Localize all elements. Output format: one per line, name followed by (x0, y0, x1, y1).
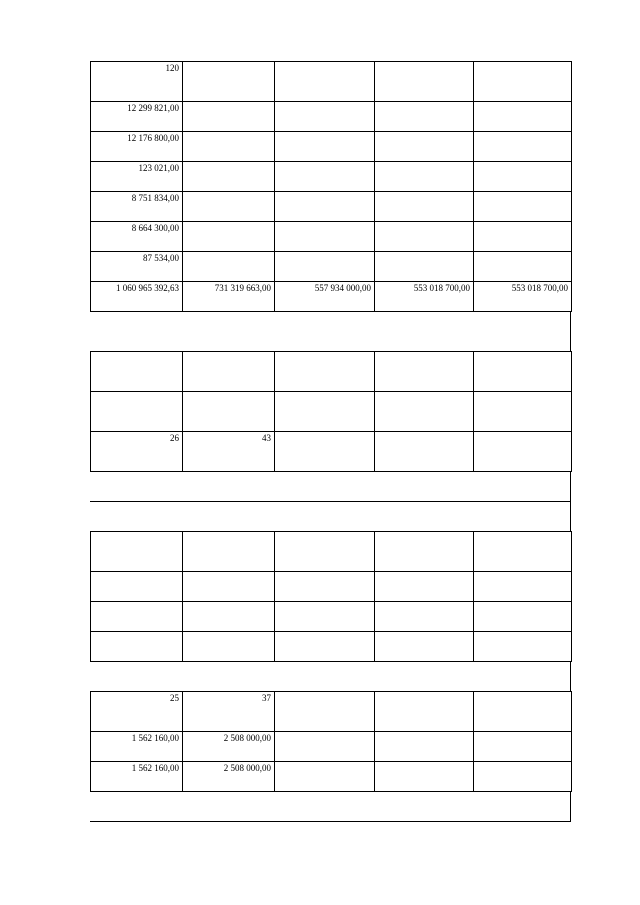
table-cell (474, 762, 572, 792)
table-cell (183, 132, 275, 162)
section-gap (90, 472, 571, 501)
table-row-total (91, 282, 572, 312)
table-row (91, 532, 572, 572)
table-cell (183, 62, 275, 102)
table-cell: 8 664 300,00 (91, 222, 183, 252)
table-cell (275, 762, 375, 792)
financial-table-3 (90, 531, 572, 662)
table-cell (474, 252, 572, 282)
table-cell (183, 602, 275, 632)
table-cell (474, 162, 572, 192)
table-row (91, 732, 572, 762)
table-cell (375, 252, 474, 282)
table-cell (275, 252, 375, 282)
table-cell (275, 632, 375, 662)
table-cell (183, 352, 275, 392)
table-cell (183, 192, 275, 222)
table-cell (183, 222, 275, 252)
table-row (91, 352, 572, 392)
table-cell: 553 018 700,00 (375, 282, 474, 312)
table-row (91, 252, 572, 282)
table-cell (275, 132, 375, 162)
table-cell (375, 392, 474, 432)
table-cell (375, 732, 474, 762)
table-cell (275, 162, 375, 192)
table-cell (375, 602, 474, 632)
table-cell: 12 299 821,00 (91, 102, 183, 132)
table-cell (183, 532, 275, 572)
table-cell (275, 732, 375, 762)
table-cell (474, 352, 572, 392)
table-cell (275, 602, 375, 632)
table-row (91, 102, 572, 132)
table-cell (91, 532, 183, 572)
table-cell (474, 102, 572, 132)
table-cell (183, 632, 275, 662)
table-cell (375, 162, 474, 192)
table-cell (375, 132, 474, 162)
table-cell (183, 162, 275, 192)
table-cell (474, 132, 572, 162)
table-cell (275, 392, 375, 432)
table-cell (275, 222, 375, 252)
table-cell (474, 62, 572, 102)
table-cell: 1 562 160,00 (91, 762, 183, 792)
section-gap (90, 662, 571, 691)
table-row (91, 222, 572, 252)
table-cell (91, 602, 183, 632)
table-cell: 557 934 000,00 (275, 282, 375, 312)
table-row (91, 162, 572, 192)
table-cell (375, 572, 474, 602)
table-cell (91, 632, 183, 662)
table-cell (474, 572, 572, 602)
table-cell (275, 692, 375, 732)
table-cell (375, 352, 474, 392)
table-cell: 12 176 800,00 (91, 132, 183, 162)
table-cell (474, 222, 572, 252)
table-cell: 553 018 700,00 (474, 282, 572, 312)
table-cell (375, 632, 474, 662)
table-cell (275, 572, 375, 602)
table-cell: 87 534,00 (91, 252, 183, 282)
table-cell (183, 392, 275, 432)
table-cell: 1 060 965 392,63 (91, 282, 183, 312)
table-cell: 120 (91, 62, 183, 102)
table-cell (91, 392, 183, 432)
table-cell (275, 192, 375, 222)
table-cell: 2 508 000,00 (183, 762, 275, 792)
table-cell (474, 632, 572, 662)
section-gap (90, 502, 571, 531)
table-cell (474, 692, 572, 732)
table-row (91, 132, 572, 162)
table-cell (474, 532, 572, 572)
table-cell (375, 102, 474, 132)
table-cell (375, 222, 474, 252)
table-cell: 26 (91, 432, 183, 472)
table-cell (474, 392, 572, 432)
table-cell (375, 62, 474, 102)
table-row (91, 432, 572, 472)
divider-line (90, 821, 571, 822)
table-cell (275, 62, 375, 102)
table-cell (375, 532, 474, 572)
financial-table-4 (90, 691, 572, 792)
table-cell (474, 602, 572, 632)
table-cell (375, 692, 474, 732)
table-cell: 731 319 663,00 (183, 282, 275, 312)
table-row (91, 762, 572, 792)
financial-table-1 (90, 61, 572, 312)
table-cell (275, 532, 375, 572)
table-row (91, 62, 572, 102)
table-cell (275, 432, 375, 472)
document-page (90, 61, 571, 822)
table-cell (275, 352, 375, 392)
table-row (91, 572, 572, 602)
table-cell (375, 762, 474, 792)
table-row (91, 602, 572, 632)
table-cell: 1 562 160,00 (91, 732, 183, 762)
table-cell: 25 (91, 692, 183, 732)
financial-table-2 (90, 351, 572, 472)
table-cell (91, 572, 183, 602)
table-cell (183, 572, 275, 602)
table-cell (474, 732, 572, 762)
table-cell (275, 102, 375, 132)
table-cell (375, 192, 474, 222)
table-row (91, 632, 572, 662)
table-cell: 37 (183, 692, 275, 732)
table-row (91, 392, 572, 432)
table-cell (183, 252, 275, 282)
table-cell: 2 508 000,00 (183, 732, 275, 762)
section-gap (90, 792, 571, 821)
table-row (91, 692, 572, 732)
table-cell (474, 192, 572, 222)
table-cell: 123 021,00 (91, 162, 183, 192)
table-row (91, 192, 572, 222)
table-cell (91, 352, 183, 392)
table-cell: 43 (183, 432, 275, 472)
table-cell (183, 102, 275, 132)
section-gap (90, 312, 571, 351)
table-cell (375, 432, 474, 472)
table-cell (474, 432, 572, 472)
table-cell: 8 751 834,00 (91, 192, 183, 222)
